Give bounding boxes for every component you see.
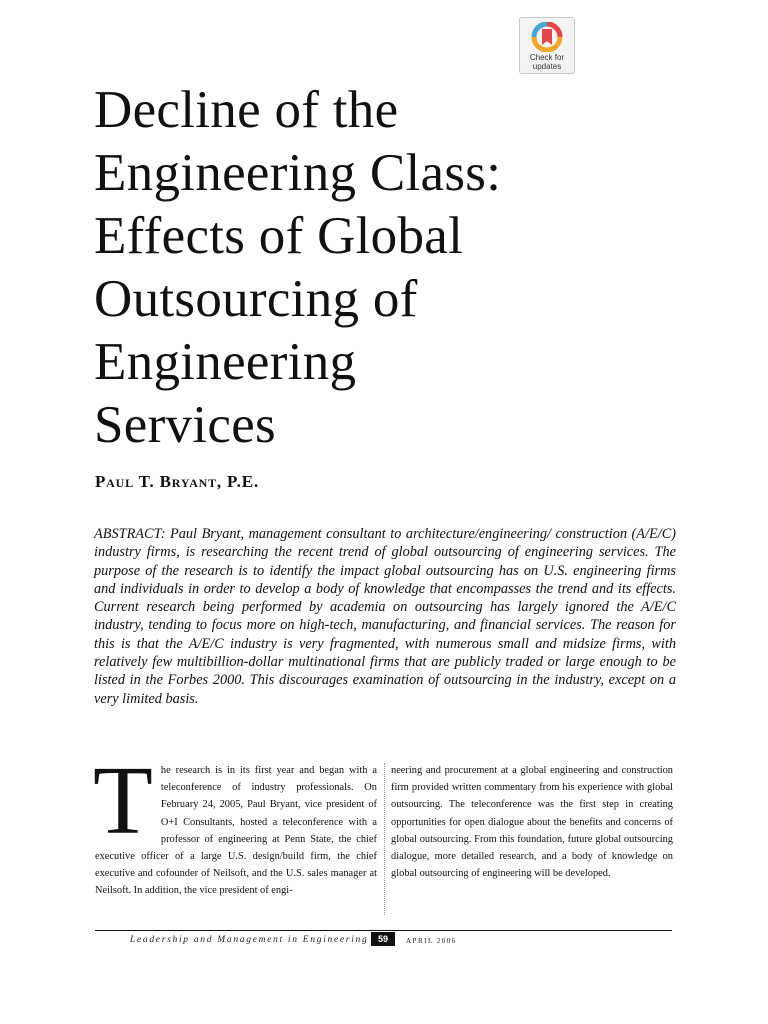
- body-column-left: [93, 747, 377, 900]
- page-number: 59: [371, 932, 395, 946]
- title-line-2: Engineering Class:: [94, 144, 502, 202]
- drop-cap: T: [93, 747, 153, 855]
- title-line-4: Outsourcing of: [94, 270, 418, 328]
- body-column-right: [391, 762, 673, 882]
- abstract: ABSTRACT: Paul Bryant, management consultant to architecture/engineering/ construction (A/E/C) industry firms, is researching the recent trend of global outsourcing of engineering services. The purpose of the research is to identify the impact global outsourcing has on U.S. engineering firms and individuals in order to develop a body of knowledge that encompasses the trend and its effects. Current research being performed by academia on outsourcing has largely ignored the A/E/C industry, tending to focus more on high-tech, manufacturing, and financial services. The reason for this is that the A/E/C industry is very fragmented, with numerous small and midsize firms, with relatively few multibillion-dollar multinational firms that are publicly traded or large enough to be listed in the Forbes 2000. This discourages examination of outsourcing in the industry, except on a very limited basis.: [94, 526, 676, 707]
- issue-date: APRIL 2006: [406, 937, 457, 945]
- title-line-3: Effects of Global: [94, 207, 464, 265]
- title-line-6: Services: [94, 396, 276, 454]
- body-text-right: neering and procurement at a global engineering and construction firm provided written commentary from his experience with global outsourcing. The teleconference was the first step in creating opportunities for open dialogue about the benefits and concerns of global outsourcing. From this foundation, future global outsourcing dialogue, more detailed research, and a body of knowledge on global outsourcing of engineering will be developed.: [391, 765, 673, 880]
- journal-name: Leadership and Management in Engineering: [130, 935, 369, 945]
- check-for-updates-badge[interactable]: [519, 17, 575, 74]
- badge-line-2: updates: [532, 62, 562, 71]
- badge-label: [520, 53, 574, 71]
- title-line-1: Decline of the: [94, 81, 399, 139]
- body-text-left: he research is in its first year and began with a teleconference of industry professionals. On February 24, 2005, Paul Bryant, vice president of O+I Consultants, hosted a teleconference with a professor of engineering at Penn State, the chief executive officer of a large U.S. design/build firm, the chief executive and cofounder of Neilsoft, and the U.S. sales manager at Neilsoft. In addition, the vice president of engi-: [95, 765, 377, 897]
- bookmark-ring-icon: [531, 22, 563, 52]
- badge-line-1: Check for: [529, 53, 565, 62]
- title-line-5: Engineering: [94, 333, 357, 391]
- article-title: [94, 79, 694, 457]
- author-byline: Paul T. Bryant, P.E.: [95, 472, 259, 491]
- footer-rule: [95, 930, 672, 931]
- column-divider: [384, 763, 385, 915]
